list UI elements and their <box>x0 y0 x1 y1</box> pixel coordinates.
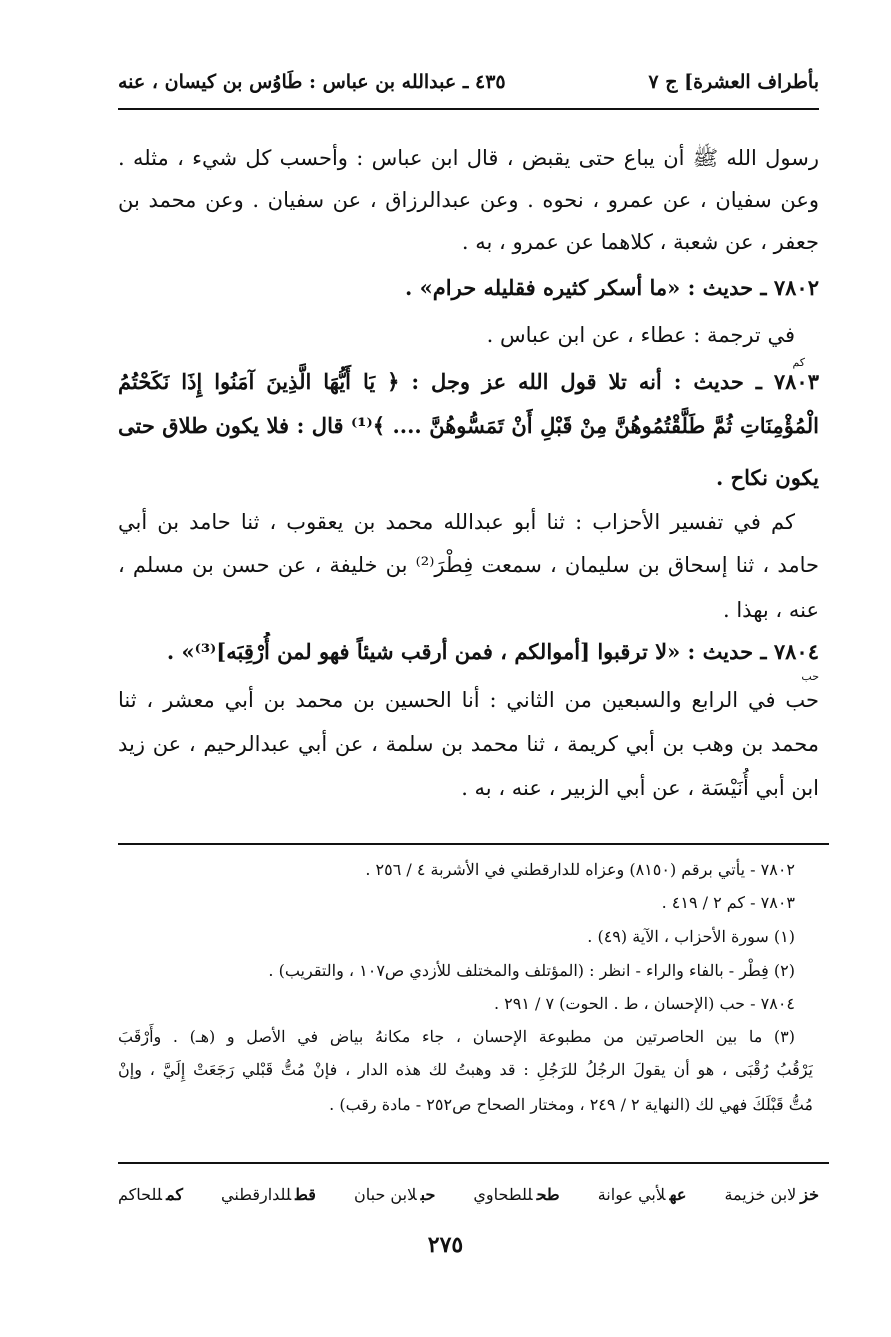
abbreviation-code: قط <box>295 1184 316 1204</box>
abbreviation-item <box>354 1185 435 1204</box>
footnote-line: (٢) فِطْر - بالفاء والراء - انظر : (المؤتلف والمختلف للأزدي ص١٠٧ ، والتقريب) . <box>268 961 795 980</box>
abbreviation-name: للحاكم <box>118 1184 163 1204</box>
body-line: محمد بن وهب بن أبي كريمة ، ثنا محمد بن سلمة ، عن أبي عبدالرحيم ، عن زيد <box>118 732 819 756</box>
abbreviation-code: عه <box>669 1184 687 1204</box>
abbreviation-name: لابن حبان <box>354 1184 417 1204</box>
body-line: كم في تفسير الأحزاب : ثنا أبو عبدالله محمد بن يعقوب ، ثنا حامد بن أبي <box>118 510 795 534</box>
header-section-title: ٤٣٥ ـ عبدالله بن عباس : طَاوُس بن كيسان ، عنه <box>118 71 506 93</box>
abbreviation-item <box>598 1185 687 1204</box>
abbreviation-item <box>473 1185 559 1204</box>
body-line: حامد ، ثنا إسحاق بن سليمان ، سمعت فِطْرَ⁽²⁾ بن خليفة ، عن حسن بن مسلم ، <box>118 553 819 577</box>
abbreviations-rule <box>118 1162 829 1164</box>
abbreviation-code: حب <box>420 1184 436 1204</box>
body-line: في ترجمة : عطاء ، عن ابن عباس . <box>486 323 795 347</box>
abbreviation-name: للدارقطني <box>221 1184 292 1204</box>
body-line: رسول الله ﷺ أن يباع حتى يقبض ، قال ابن عباس : وأحسب كل شيء ، مثله . <box>118 146 819 170</box>
abbreviation-code: كم <box>166 1184 183 1204</box>
footnote-line: ٧٨٠٤ - حب (الإحسان ، ط . الحوت) ٧ / ٢٩١ . <box>493 994 795 1013</box>
abbreviation-name: لأبي عوانة <box>597 1184 666 1204</box>
body-line: وعن سفيان ، عن عمرو ، نحوه . وعن عبدالرزاق ، عن سفيان . وعن محمد بن <box>118 188 819 212</box>
footnote-line: (٣) ما بين الحاصرتين من مطبوعة الإحسان ، جاء مكانهُ بياض في الأصل و (هـ) . وأَرْقَبَ <box>118 1027 795 1046</box>
hadith-heading: ٧٨٠٤ ـ حديث : «لا ترقبوا [أموالكم ، فمن أرقب شيئاً فهو لمن أُرْقِبَه]⁽³⁾» . <box>166 639 819 664</box>
abbreviation-name: لابن خزيمة <box>724 1184 797 1204</box>
abbreviation-item <box>118 1185 183 1204</box>
body-line: ابن أبي أُنَيْسَة ، عن أبي الزبير ، عنه ، به . <box>461 776 819 800</box>
footnote-line: ٧٨٠٢ - يأتي برقم (٨١٥٠) وعزاه للدارقطني في الأشربة ٤ / ٢٥٦ . <box>365 860 795 879</box>
footnote-line: ٧٨٠٣ - كم ٢ / ٤١٩ . <box>661 893 795 912</box>
abbreviation-item <box>724 1185 819 1204</box>
abbreviation-item <box>221 1185 316 1204</box>
body-line: حب في الرابع والسبعين من الثاني : أنا الحسين بن محمد بن أبي معشر ، ثنا <box>118 688 819 712</box>
body-line: جعفر ، عن شعبة ، كلاهما عن عمرو ، به . <box>461 230 819 254</box>
footnote-line: مُتُّ قَبْلَكَ فهي لك (النهاية ٢ / ٢٤٩ ، ومختار الصحاح ص٢٥٢ - مادة رقب) . <box>329 1095 813 1114</box>
abbreviations-key <box>118 1178 819 1210</box>
footnote-separator <box>118 843 829 845</box>
header-rule <box>118 108 819 110</box>
header-volume-title: بأطراف العشرة] ج ٧ <box>648 71 819 93</box>
footnote-line: يَرْقُبُ رُقْبَى ، هو أن يقولَ الرجُلُ للرَجُلِ : قد وهبتُ لك هذه الدار ، فإنْ مُتُّ قَبْلي رَجَعَتْ إِلَيَّ ، وإنْ <box>118 1060 813 1079</box>
hadith-heading: ٧٨٠٣ ـ حديث : أنه تلا قول الله عز وجل : ﴿ يَا أَيُّهَا الَّذِينَ آمَنُوا إِذَا نَكَحْتُمُ <box>118 369 819 394</box>
abbreviation-code: طح <box>536 1184 560 1204</box>
footnote-line: (١) سورة الأحزاب ، الآية (٤٩) . <box>587 927 795 946</box>
abbreviation-code: خز <box>800 1184 819 1204</box>
margin-note: كم <box>792 356 805 369</box>
body-line: يكون نكاح . <box>715 465 819 490</box>
abbreviation-name: للطحاوي <box>473 1184 533 1204</box>
page-number: ٢٧٥ <box>427 1232 464 1258</box>
margin-note: حب <box>801 670 819 683</box>
quran-verse-line: الْمُؤْمِنَاتِ ثُمَّ طَلَّقْتُمُوهُنَّ مِنْ قَبْلِ أَنْ تَمَسُّوهُنَّ .... ﴾⁽¹⁾ قال : فلا يكون طلاق حتى <box>118 413 819 438</box>
running-header <box>118 62 819 102</box>
body-line: عنه ، بهذا . <box>723 598 819 622</box>
hadith-heading: ٧٨٠٢ ـ حديث : «ما أسكر كثيره فقليله حرام» . <box>405 275 819 300</box>
